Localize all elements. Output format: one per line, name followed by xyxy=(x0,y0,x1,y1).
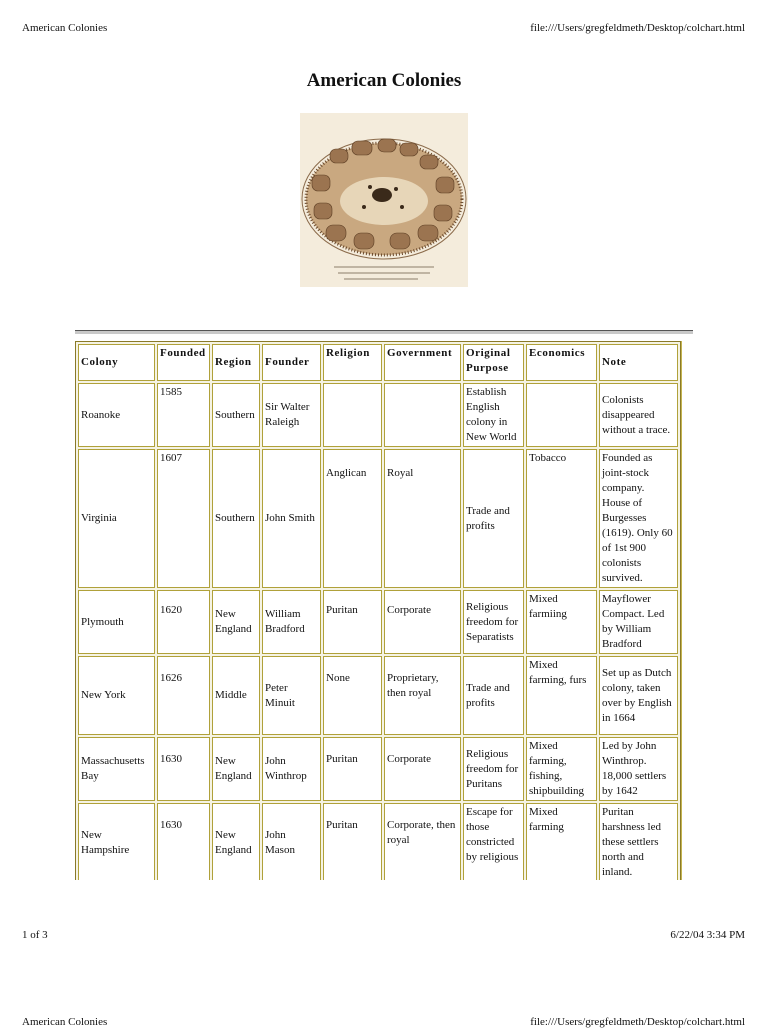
column-header: Founded xyxy=(157,344,210,381)
table-cell: Trade and profits xyxy=(463,656,524,735)
table-cell: Puritan xyxy=(323,590,382,654)
table-cell xyxy=(526,383,597,447)
table-cell: John Winthrop xyxy=(262,737,321,801)
table-cell: 1630 xyxy=(157,737,210,801)
table-header-row xyxy=(78,344,678,381)
table-cell: Religious freedom for Puritans xyxy=(463,737,524,801)
column-header: Government xyxy=(384,344,461,381)
table-cell: Colonists disappeared without a trace. xyxy=(599,383,678,447)
table-cell: Middle xyxy=(212,656,260,735)
table-cell xyxy=(384,383,461,447)
table-cell: Royal xyxy=(384,449,461,588)
table-cell: Founded as joint-stock company. House of Burgesses (1619). Only 60 of 1st 900 colonists survived. xyxy=(599,449,678,588)
table-cell: None xyxy=(323,656,382,735)
page-title: American Colonies xyxy=(306,70,462,91)
table-cell: Mixed farmiing xyxy=(526,590,597,654)
table-row xyxy=(78,590,678,654)
table-cell: Corporate xyxy=(384,737,461,801)
table-cell: Trade and profits xyxy=(463,449,524,588)
table-cell: John Mason xyxy=(262,803,321,880)
table-cell: 1630 xyxy=(157,803,210,880)
colonies-table xyxy=(75,341,681,880)
print-timestamp: 6/22/04 3:34 PM xyxy=(670,929,745,941)
colonies-table-container xyxy=(75,341,694,880)
next-page-header-title: American Colonies xyxy=(22,1016,108,1028)
table-cell: 1626 xyxy=(157,656,210,735)
table-cell: Corporate xyxy=(384,590,461,654)
table-cell: Corporate, then royal xyxy=(384,803,461,880)
print-header-title: American Colonies xyxy=(22,22,108,34)
table-cell: New York xyxy=(78,656,155,735)
table-cell: 1607 xyxy=(157,449,210,588)
page-count: 1 of 3 xyxy=(22,929,48,941)
table-cell: Religious freedom for Separatists xyxy=(463,590,524,654)
table-cell: Escape for those constricted by religious xyxy=(463,803,524,880)
table-cell: 1620 xyxy=(157,590,210,654)
table-row xyxy=(78,383,678,447)
table-cell: Mixed farming xyxy=(526,803,597,880)
column-header: Religion xyxy=(323,344,382,381)
table-cell: Plymouth xyxy=(78,590,155,654)
table-cell: Puritan xyxy=(323,803,382,880)
table-cell: Southern xyxy=(212,449,260,588)
table-row xyxy=(78,737,678,801)
table-cell: New Hampshire xyxy=(78,803,155,880)
table-row xyxy=(78,449,678,588)
column-header: Colony xyxy=(78,344,155,381)
table-row xyxy=(78,656,678,735)
table-cell: William Bradford xyxy=(262,590,321,654)
column-header: Original Purpose xyxy=(463,344,524,381)
table-cell: New England xyxy=(212,590,260,654)
table-cell: New England xyxy=(212,737,260,801)
print-header-url: file:///Users/gregfeldmeth/Desktop/colchart.html xyxy=(530,22,745,34)
table-cell: Puritan xyxy=(323,737,382,801)
table-cell: 1585 xyxy=(157,383,210,447)
column-header: Founder xyxy=(262,344,321,381)
table-cell: Proprietary, then royal xyxy=(384,656,461,735)
table-cell xyxy=(323,383,382,447)
table-cell: Set up as Dutch colony, taken over by English in 1664 xyxy=(599,656,678,735)
table-cell: Roanoke xyxy=(78,383,155,447)
table-cell: Anglican xyxy=(323,449,382,588)
table-cell: Mayflower Compact. Led by William Bradford xyxy=(599,590,678,654)
column-header: Region xyxy=(212,344,260,381)
table-cell: Tobacco xyxy=(526,449,597,588)
table-cell: Mixed farming, fishing, shipbuilding xyxy=(526,737,597,801)
table-cell: John Smith xyxy=(262,449,321,588)
table-cell: Led by John Winthrop. 18,000 settlers by 1642 xyxy=(599,737,678,801)
column-header: Economics xyxy=(526,344,597,381)
table-cell: Sir Walter Raleigh xyxy=(262,383,321,447)
table-cell: Virginia xyxy=(78,449,155,588)
table-cell: Establish English colony in New World xyxy=(463,383,524,447)
next-page-header-url: file:///Users/gregfeldmeth/Desktop/colchart.html xyxy=(530,1016,745,1028)
village-drawing-image xyxy=(300,113,468,287)
horizontal-rule xyxy=(75,330,693,334)
table-cell: New England xyxy=(212,803,260,880)
table-row xyxy=(78,803,678,880)
table-cell: Southern xyxy=(212,383,260,447)
column-header: Note xyxy=(599,344,678,381)
table-cell: Puritan harshness led these settlers north and inland. xyxy=(599,803,678,880)
table-cell: Mixed farming, furs xyxy=(526,656,597,735)
table-cell: Peter Minuit xyxy=(262,656,321,735)
table-cell: Massachusetts Bay xyxy=(78,737,155,801)
